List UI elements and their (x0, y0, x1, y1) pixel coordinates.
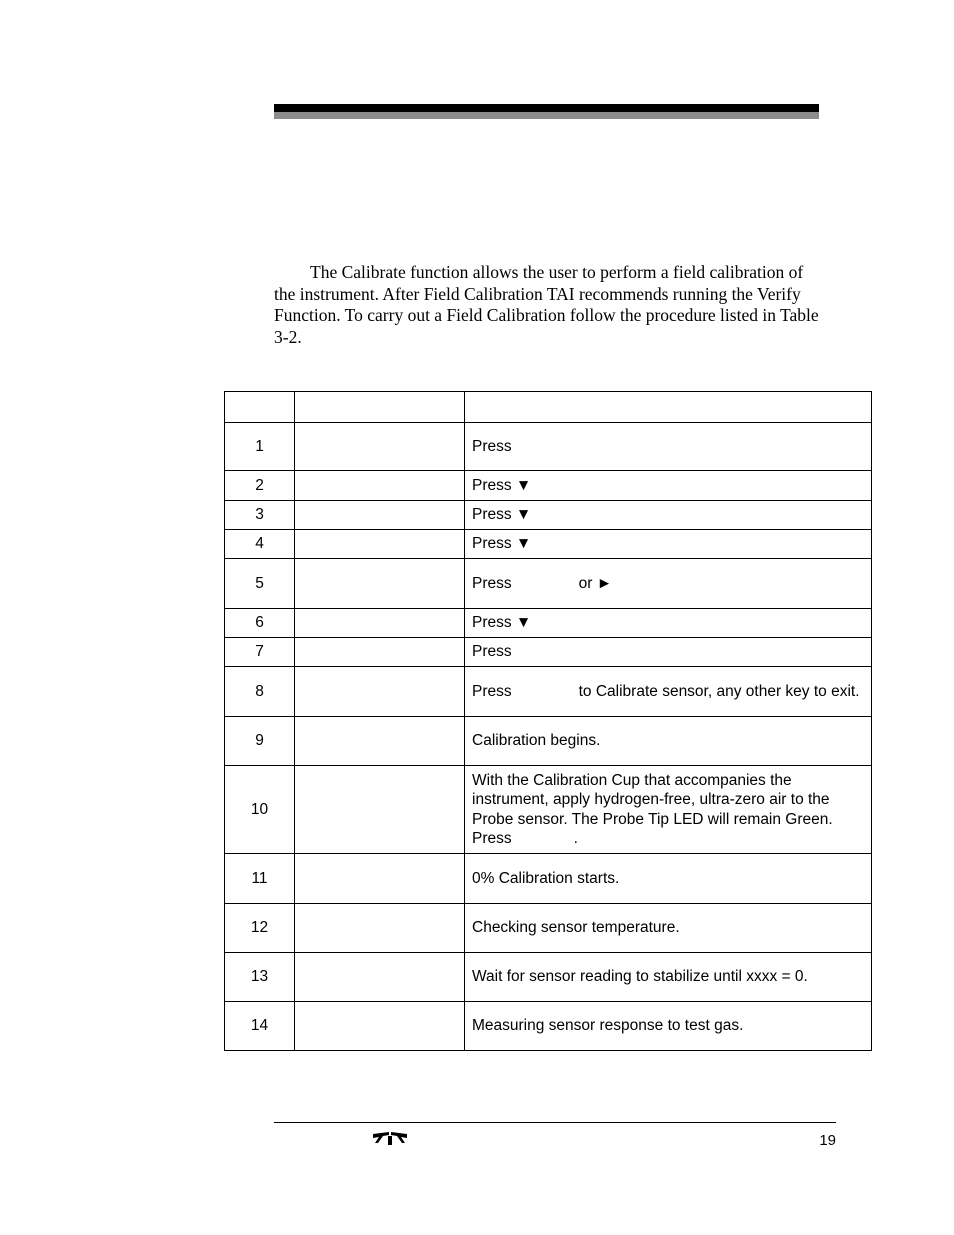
step-description (465, 559, 872, 609)
step-number: 7 (225, 638, 295, 667)
step-text-part: . (573, 830, 578, 847)
step-description: Calibration begins. (465, 717, 872, 766)
table-row (225, 530, 872, 559)
step-number: 11 (225, 854, 295, 904)
step-number: 14 (225, 1002, 295, 1051)
step-description: Measuring sensor response to test gas. (465, 1002, 872, 1051)
table-row (225, 904, 872, 953)
step-description (465, 766, 872, 854)
table-header-row (225, 392, 872, 423)
display-cell (295, 667, 465, 717)
table-row (225, 609, 872, 638)
step-description: 0% Calibration starts. (465, 854, 872, 904)
step-description: Press ▼ (465, 609, 872, 638)
table-row (225, 854, 872, 904)
step-description: Press ▼ (465, 501, 872, 530)
display-cell (295, 904, 465, 953)
header-cell-step (225, 392, 295, 423)
step-number: 6 (225, 609, 295, 638)
step-number: 3 (225, 501, 295, 530)
display-cell (295, 471, 465, 501)
header-rule-shadow (274, 112, 819, 119)
table-row (225, 423, 872, 471)
step-number: 5 (225, 559, 295, 609)
intro-paragraph (274, 262, 826, 348)
step-number: 8 (225, 667, 295, 717)
step-description: Press (465, 423, 872, 471)
display-cell (295, 766, 465, 854)
display-cell (295, 717, 465, 766)
step-description: Press ▼ (465, 530, 872, 559)
step-text-part: to Calibrate sensor, any other key to exit. (578, 682, 860, 700)
footer-rule (274, 1122, 836, 1123)
table-row (225, 667, 872, 717)
table-row (225, 717, 872, 766)
table-row (225, 766, 872, 854)
step-number: 12 (225, 904, 295, 953)
step-number: 13 (225, 953, 295, 1002)
step-text-part: With the Calibration Cup that accompanies the instrument, apply hydrogen-free, ultra-zero air to the Probe sensor. The Probe Tip LED will remain Green. Press (472, 771, 833, 847)
display-cell (295, 953, 465, 1002)
step-number: 10 (225, 766, 295, 854)
step-description: Wait for sensor reading to stabilize until xxxx = 0. (465, 953, 872, 1002)
table-row (225, 501, 872, 530)
step-text-part: Press (472, 682, 512, 700)
table-row (225, 638, 872, 667)
header-rule (274, 104, 819, 112)
step-description: Press (465, 638, 872, 667)
header-cell-action (465, 392, 872, 423)
display-cell (295, 638, 465, 667)
step-description (465, 667, 872, 717)
display-cell (295, 423, 465, 471)
step-number: 4 (225, 530, 295, 559)
display-cell (295, 1002, 465, 1051)
step-text-part: Press (472, 574, 512, 592)
table-row (225, 559, 872, 609)
step-text-part: or ► (578, 574, 613, 592)
step-number: 2 (225, 471, 295, 501)
display-cell (295, 854, 465, 904)
page-number: 19 (819, 1132, 836, 1149)
step-number: 1 (225, 423, 295, 471)
display-cell (295, 609, 465, 638)
step-description: Press ▼ (465, 471, 872, 501)
step-description: Checking sensor temperature. (465, 904, 872, 953)
step-number: 9 (225, 717, 295, 766)
table-row (225, 953, 872, 1002)
table-row (225, 471, 872, 501)
display-cell (295, 530, 465, 559)
teledyne-logo-icon (372, 1131, 408, 1147)
display-cell (295, 559, 465, 609)
display-cell (295, 501, 465, 530)
calibration-procedure-table (224, 391, 872, 1051)
header-cell-display (295, 392, 465, 423)
table-row (225, 1002, 872, 1051)
intro-text: The Calibrate function allows the user to perform a field calibration of the instrument. After Field Calibration TAI recommends running the Verify Function. To carry out a Field Calibration follow the procedure listed in Table 3-2. (274, 262, 819, 347)
